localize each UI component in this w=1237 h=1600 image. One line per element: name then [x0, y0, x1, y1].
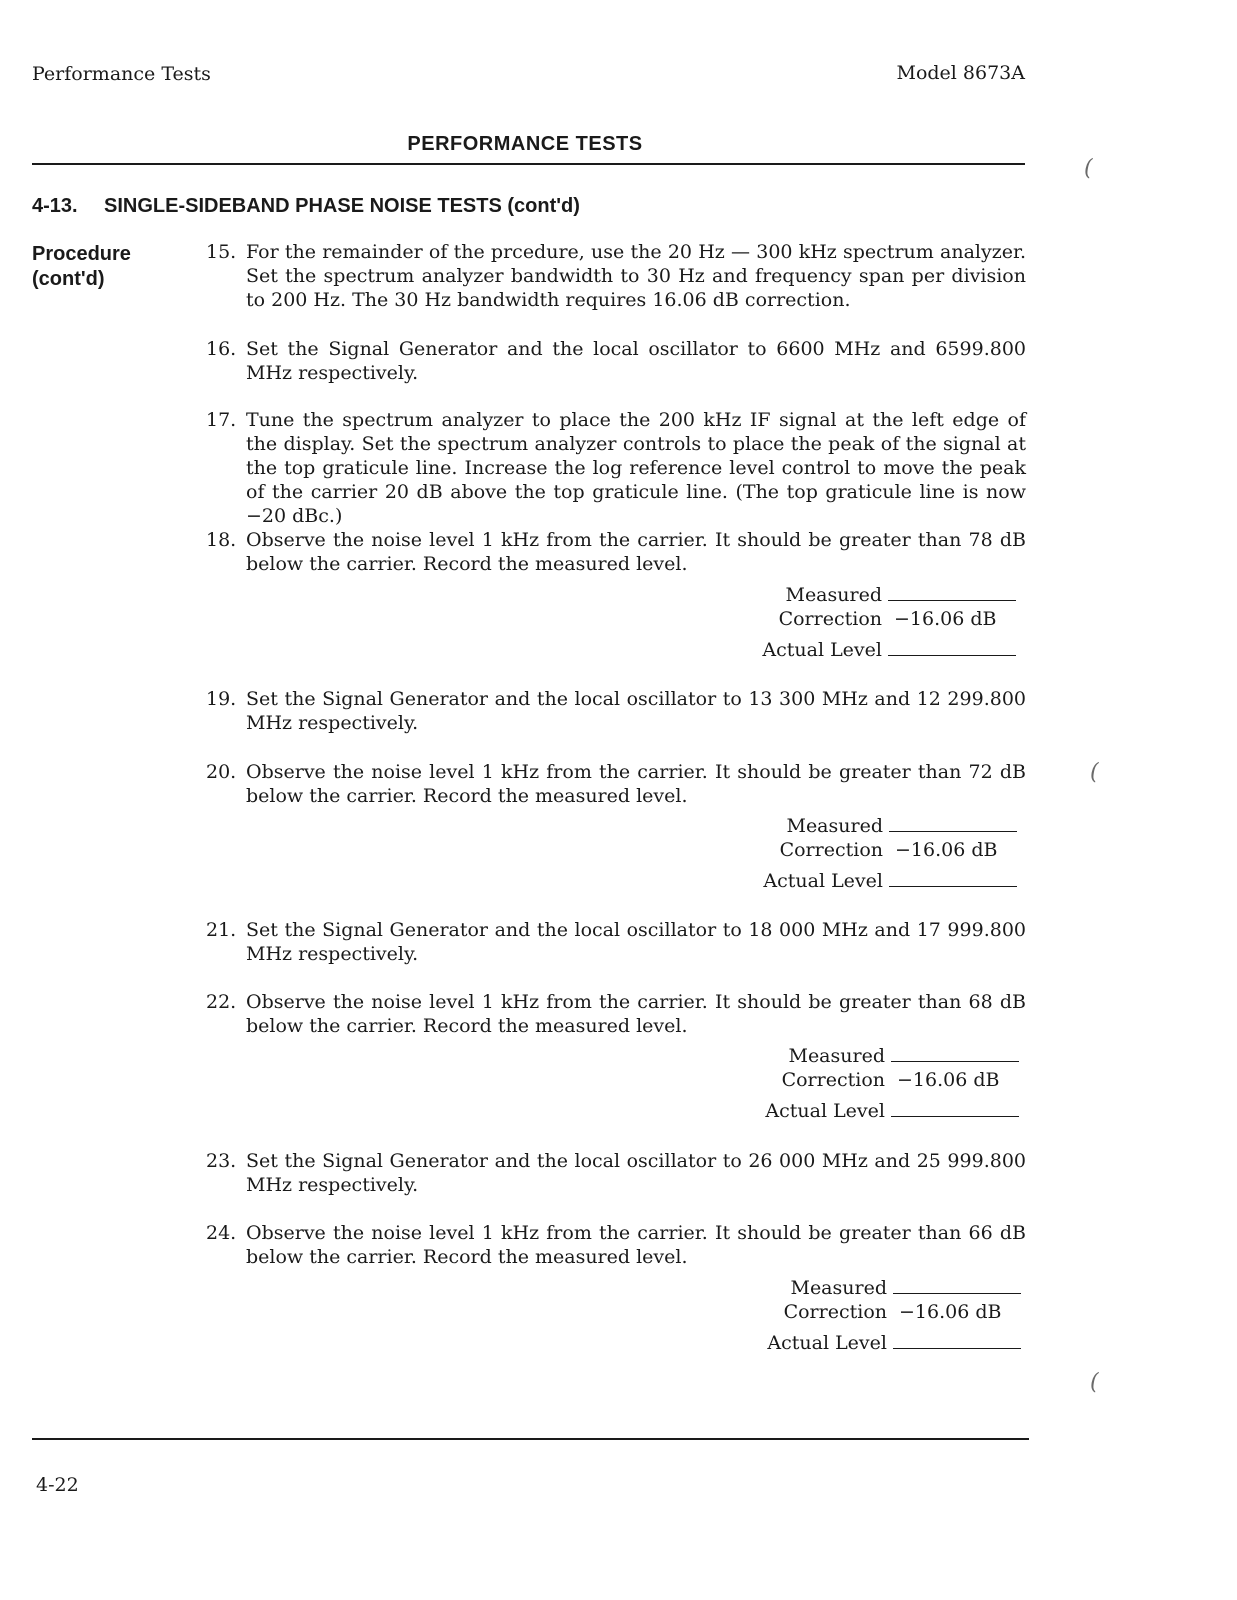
measured-blank [893, 1293, 1021, 1294]
measured-blank [891, 1061, 1019, 1062]
actual-level-blank [888, 655, 1016, 656]
step-number: 23. [206, 1150, 237, 1172]
subsection-number: 4-13. [32, 195, 78, 217]
margin-mark: ( [1090, 760, 1099, 785]
step-text: Set the Signal Generator and the local oscillator to 18 000 MHz and 17 999.800 MHz respectively. [246, 919, 1026, 965]
step-number: 18. [206, 529, 237, 551]
correction-value: −16.06 dB [897, 1069, 1000, 1091]
correction-label: Correction [781, 1069, 885, 1091]
correction-label: Correction [778, 608, 882, 630]
step-22 [206, 990, 1026, 1038]
step-20 [206, 760, 1026, 808]
step-text: For the remainder of the prcedure, use the 20 Hz — 300 kHz spectrum analyzer. Set the spectrum analyzer bandwidth to 30 Hz and frequency span per division to 200 Hz. The 30 Hz bandwidth requires 16.06 dB correction. [246, 241, 1026, 311]
step-text: Set the Signal Generator and the local oscillator to 26 000 MHz and 25 999.800 MHz respectively. [246, 1150, 1026, 1196]
step-18 [206, 528, 1026, 576]
margin-mark: ( [1084, 156, 1093, 181]
running-header-left: Performance Tests [32, 63, 211, 85]
section-title: PERFORMANCE TESTS [407, 133, 643, 155]
step-number: 24. [206, 1222, 237, 1244]
actual-level-label: Actual Level [765, 1100, 885, 1122]
actual-level-blank [891, 1116, 1019, 1117]
step-text: Observe the noise level 1 kHz from the carrier. It should be greater than 78 dB below the carrier. Record the measured level. [246, 529, 1026, 575]
correction-value: −16.06 dB [894, 608, 997, 630]
margin-mark: ( [1090, 1370, 1099, 1395]
actual-level-label: Actual Level [762, 639, 882, 661]
step-text: Observe the noise level 1 kHz from the carrier. It should be greater than 66 dB below the carrier. Record the measured level. [246, 1222, 1026, 1268]
measured-label: Measured [790, 1277, 887, 1299]
footer-rule [32, 1438, 1029, 1440]
step-number: 16. [206, 338, 237, 360]
step-text: Set the Signal Generator and the local oscillator to 6600 MHz and 6599.800 MHz respectively. [246, 338, 1026, 384]
actual-level-blank [889, 886, 1017, 887]
subsection-title: SINGLE-SIDEBAND PHASE NOISE TESTS (cont'd) [104, 195, 580, 217]
correction-label: Correction [779, 839, 883, 861]
step-number: 19. [206, 688, 237, 710]
step-text: Set the Signal Generator and the local oscillator to 13 300 MHz and 12 299.800 MHz respectively. [246, 688, 1026, 734]
actual-level-blank [893, 1348, 1021, 1349]
step-number: 22. [206, 991, 237, 1013]
step-17 [206, 408, 1026, 528]
correction-value: −16.06 dB [895, 839, 998, 861]
step-19 [206, 687, 1026, 735]
correction-label: Correction [783, 1301, 887, 1323]
measured-blank [888, 600, 1016, 601]
side-label-line2: (cont'd) [32, 268, 105, 290]
step-number: 17. [206, 409, 237, 431]
page-number: 4-22 [36, 1474, 79, 1496]
step-number: 21. [206, 919, 237, 941]
measured-label: Measured [788, 1045, 885, 1067]
running-header-right: Model 8673A [896, 62, 1025, 84]
step-24 [206, 1221, 1026, 1269]
actual-level-label: Actual Level [763, 870, 883, 892]
step-15 [206, 240, 1026, 312]
side-label [32, 242, 131, 292]
measured-blank [889, 831, 1017, 832]
side-label-line1: Procedure [32, 243, 131, 265]
step-21 [206, 918, 1026, 966]
step-text: Observe the noise level 1 kHz from the carrier. It should be greater than 72 dB below the carrier. Record the measured level. [246, 761, 1026, 807]
step-text: Tune the spectrum analyzer to place the 200 kHz IF signal at the left edge of the display. Set the spectrum analyzer controls to place the peak of the signal at the top graticule line. Increase the log reference level control to move the peak of the carrier 20 dB above the top graticule line. (The top graticule line is now −20 dBc.) [246, 409, 1026, 527]
step-text: Observe the noise level 1 kHz from the carrier. It should be greater than 68 dB below the carrier. Record the measured level. [246, 991, 1026, 1037]
header-rule [32, 163, 1025, 165]
correction-value: −16.06 dB [899, 1301, 1002, 1323]
step-16 [206, 337, 1026, 385]
step-23 [206, 1149, 1026, 1197]
step-number: 20. [206, 761, 237, 783]
subsection-heading [32, 195, 580, 218]
measured-label: Measured [786, 815, 883, 837]
measured-label: Measured [785, 584, 882, 606]
step-number: 15. [206, 241, 237, 263]
actual-level-label: Actual Level [767, 1332, 887, 1354]
